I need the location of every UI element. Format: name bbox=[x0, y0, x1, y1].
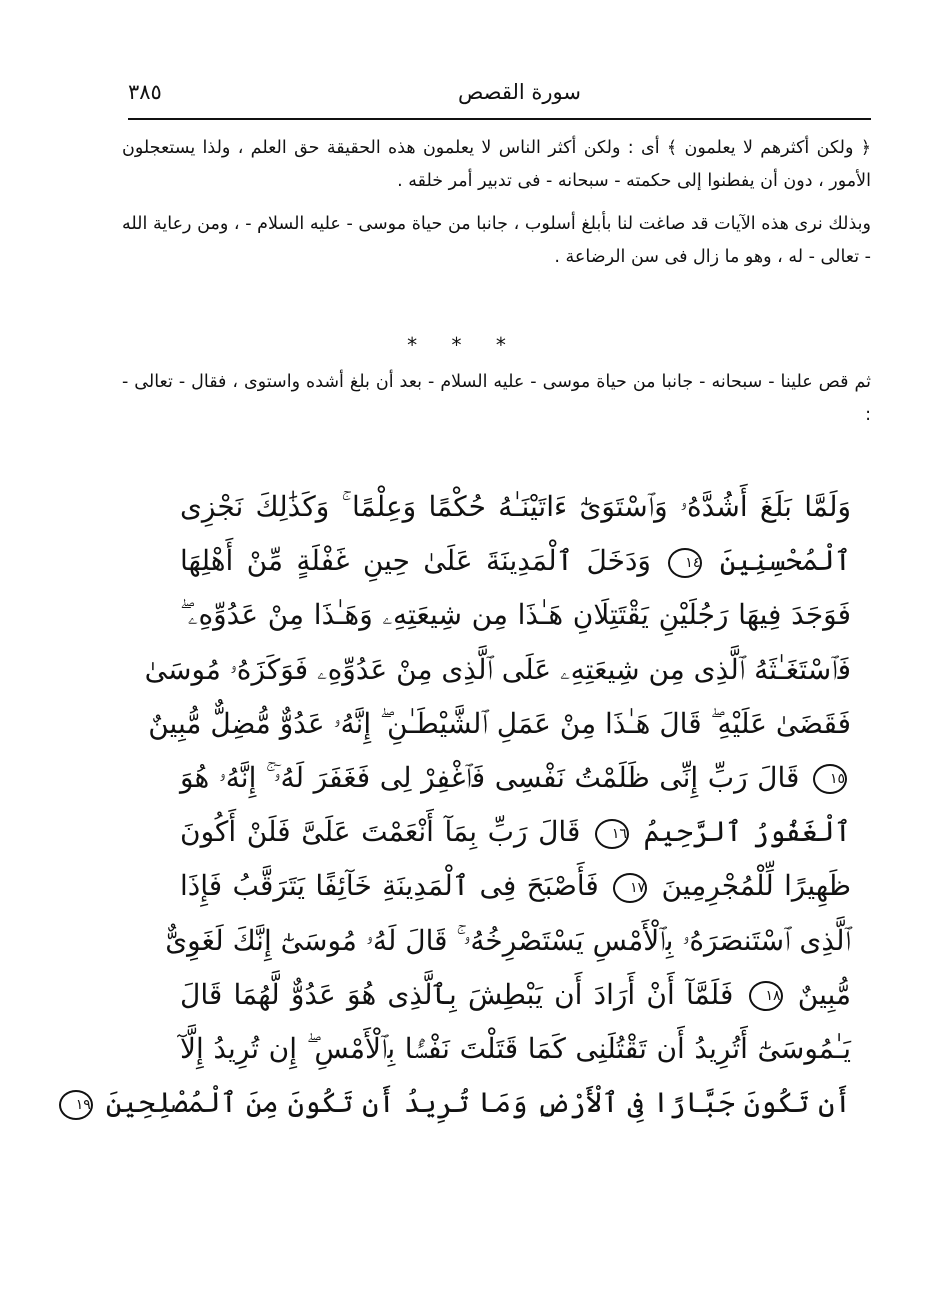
verse-text: فَلَمَّآ أَنْ أَرَادَ أَن يَبْطِشَ بِٱلَّذِى هُوَ عَدُوٌّ لَّهُمَا قَالَ bbox=[180, 977, 734, 1011]
verse-line bbox=[180, 534, 851, 588]
verse-text: وَلَمَّا بَلَغَ أَشُدَّهُۥ وَٱسْتَوَىٰٓ ءَاتَيْنَـٰهُ حُكْمًا وَعِلْمًا ۚ وَكَذَٰلِكَ نَجْزِى bbox=[180, 490, 851, 523]
commentary-paragraph-2: وبذلك نرى هذه الآيات قد صاغت لنا بأبلغ أسلوب ، جانبا من حياة موسى - عليه السلام - ، ومن رعاية الله - تعالى - له ، وهو ما زال فى سن الرضاعة . bbox=[122, 214, 871, 267]
commentary-block bbox=[122, 132, 871, 284]
verse-text: ظَهِيرًا لِّلْمُجْرِمِينَ bbox=[661, 869, 852, 903]
verse-text: فَقَضَىٰ عَلَيْهِ ۖ قَالَ هَـٰذَا مِنْ عَمَلِ ٱلشَّيْطَـٰنِ ۖ إِنَّهُۥ عَدُوٌّ مُّضِلٌّ مُّبِينٌ bbox=[148, 706, 851, 740]
verse-line bbox=[180, 480, 851, 534]
page-header bbox=[128, 74, 871, 114]
header-divider bbox=[128, 118, 871, 120]
verse-text: قَالَ رَبِّ بِمَآ أَنْعَمْتَ عَلَىَّ فَلَنْ أَكُونَ bbox=[180, 815, 581, 849]
verse-text: ٱلْغَفُورُ ٱلرَّحِيمُ bbox=[643, 815, 851, 849]
verse-text: أَن تَكُونَ جَبَّارًا فِى ٱلْأَرْضِ وَمَا تُرِيدُ أَن تَكُونَ مِنَ ٱلْمُصْلِحِينَ bbox=[105, 1086, 851, 1120]
verse-line bbox=[180, 968, 851, 1022]
verse-text: فَوَجَدَ فِيهَا رَجُلَيْنِ يَقْتَتِلَانِ هَـٰذَا مِن شِيعَتِهِۦ وَهَـٰذَا مِنْ عَدُوِّهِۦ ۖ bbox=[180, 598, 851, 632]
intro-block bbox=[122, 366, 871, 432]
ayah-number-marker: ١٤ bbox=[668, 548, 702, 578]
verse-text: فَٱسْتَغَـٰثَهُ ٱلَّذِى مِن شِيعَتِهِۦ عَلَى ٱلَّذِى مِنْ عَدُوِّهِۦ فَوَكَزَهُۥ مُوسَىٰ bbox=[144, 652, 851, 686]
verse-text: ٱلَّذِى ٱسْتَنصَرَهُۥ بِٱلْأَمْسِ يَسْتَصْرِخُهُۥ ۚ قَالَ لَهُۥ مُوسَىٰٓ إِنَّكَ لَغَوِىٌّ bbox=[165, 923, 851, 957]
verse-line bbox=[148, 697, 851, 751]
verse-text: وَدَخَلَ ٱلْمَدِينَةَ عَلَىٰ حِينِ غَفْلَةٍ مِّنْ أَهْلِهَا bbox=[180, 544, 651, 578]
verse-line bbox=[180, 1022, 851, 1076]
verse-line bbox=[180, 805, 851, 859]
verse-line bbox=[180, 751, 851, 805]
commentary-paragraph-1: ﴿ ولكن أكثرهم لا يعلمون ﴾ أى : ولكن أكثر الناس لا يعلمون هذه الحقيقة حق العلم ، ولذا يستعجلون الأمور ، دون أن يفطنوا إلى حكمته - سبحانه - فى تدبير أمر خلقه . bbox=[122, 138, 871, 191]
ayah-number-marker: ١٨ bbox=[749, 981, 783, 1011]
verse-text: مُّبِينٌ bbox=[797, 977, 851, 1011]
ayah-number-marker: ١٩ bbox=[59, 1090, 93, 1120]
surah-title: سورة القصص bbox=[457, 80, 581, 104]
ayah-number-marker: ١٧ bbox=[613, 873, 647, 903]
verse-line bbox=[75, 1076, 851, 1130]
section-separator: * * * bbox=[407, 333, 520, 357]
ayah-number-marker: ١٥ bbox=[813, 764, 847, 794]
ayah-number-marker: ١٦ bbox=[595, 819, 629, 849]
page-number: ٣٨٥ bbox=[128, 80, 162, 104]
verse-line bbox=[180, 588, 851, 642]
verse-text: يَـٰمُوسَىٰٓ أَتُرِيدُ أَن تَقْتُلَنِى كَمَا قَتَلْتَ نَفْسًۢا بِٱلْأَمْسِ ۖ إِن تُرِيدُ إِلَّآ bbox=[180, 1031, 851, 1065]
quran-verses bbox=[75, 480, 852, 1130]
verse-text: قَالَ رَبِّ إِنِّى ظَلَمْتُ نَفْسِى فَٱغْفِرْ لِى فَغَفَرَ لَهُۥٓ ۚ إِنَّهُۥ هُوَ bbox=[180, 760, 800, 794]
verse-line bbox=[144, 643, 851, 697]
intro-paragraph: ثم قص علينا - سبحانه - جانبا من حياة موسى - عليه السلام - بعد أن بلغ أشده واستوى ، فقال - تعالى - : bbox=[122, 372, 871, 425]
verse-text: فَأَصْبَحَ فِى ٱلْمَدِينَةِ خَآئِفًا يَتَرَقَّبُ فَإِذَا bbox=[180, 869, 599, 903]
verse-line bbox=[180, 859, 851, 913]
verse-line bbox=[165, 914, 851, 968]
verse-text: ٱلْمُحْسِنِينَ bbox=[719, 544, 851, 578]
